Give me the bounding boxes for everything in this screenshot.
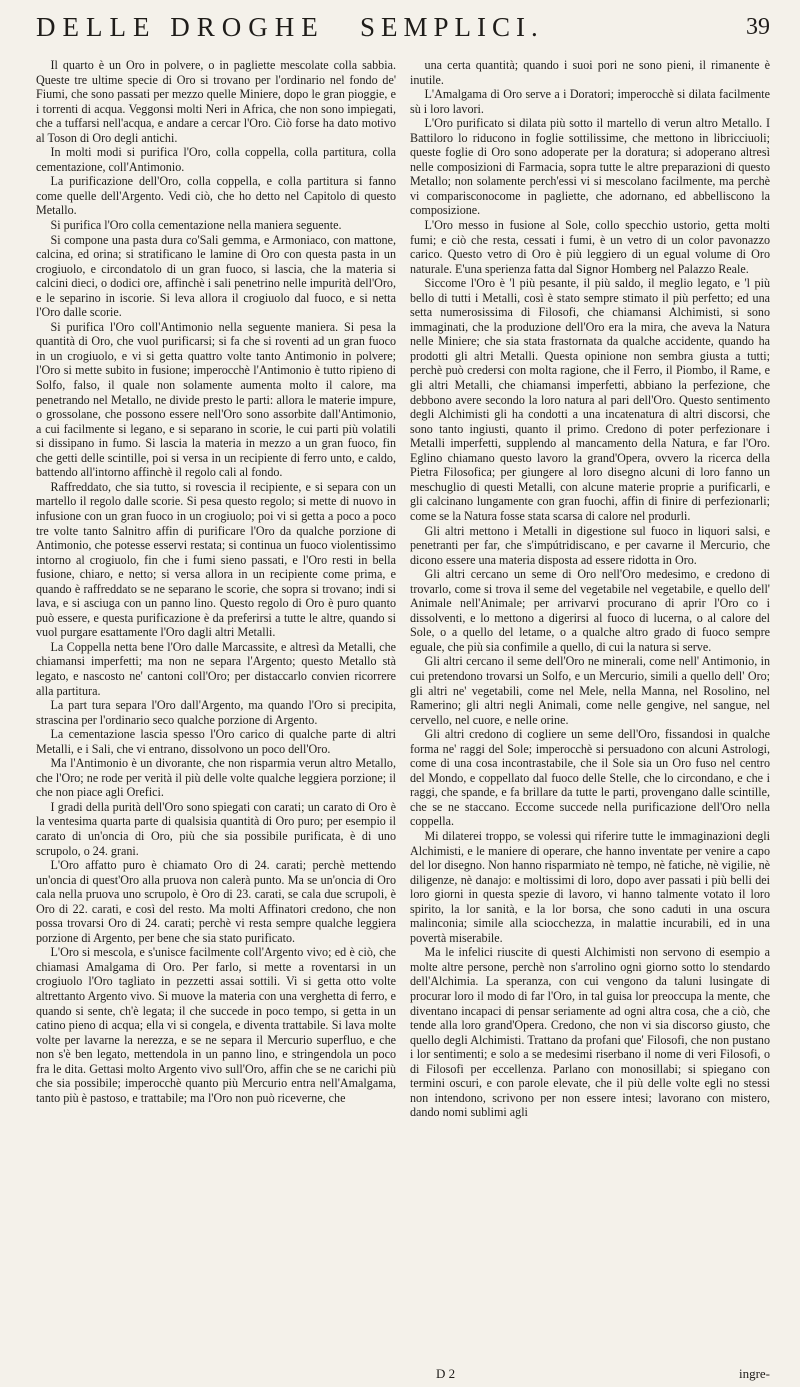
paragraph: La part tura separa l'Oro dall'Argento, ma quando l'Oro si precipita, strascina per l'ordinario seco qualche porzione di Argento. — [36, 698, 396, 727]
paragraph: Gli altri cercano un seme di Oro nell'Oro medesimo, e credono di trovarlo, come si trova il seme del vegetabile nel vegetabile, e quello dell' Animale nell'Animale; per arrivarvi procurano di aprir l'Oro co i dissolventi, e lo mettono a digerirsi al fuoco di lucerna, o al calore del Sole, o a quello del letame, o a qualche altro grado di fuoco sempre eguale, che più sia confimile a quello, di cui la natura si serve. — [410, 567, 770, 654]
paragraph: La Coppella netta bene l'Oro dalle Marcassite, e altresì da Metalli, che chiamansi imperfetti; ma non ne separa l'Argento; questo Metallo stà legato, e nascosto ne' cantoni coll'Oro; per distaccarlo convien ricorrere alla partitura. — [36, 639, 396, 698]
paragraph: Ma l'Antimonio è un divorante, che non risparmia verun altro Metallo, che l'Oro; ne rode per verità il più delle volte qualche leggiera porzione; il che non piace agli Orefici. — [36, 756, 396, 800]
paragraph: L'Amalgama di Oro serve a i Doratori; imperocchè si dilata facilmente sù i loro lavori. — [410, 87, 770, 116]
paragraph: Mi dilaterei troppo, se volessi qui riferire tutte le immaginazioni degli Alchimisti, e le maniere di operare, che hanno inventate per venire a capo del lor disegno. Non hanno risparmiato nè tempo, nè fatiche, nè vigilie, nè diligenze, nè danajo: e moltissimi di loro, dopo aver passati i più belli dei loro giorni in questa spezie di lavoro, vi hanno talmente votato il loro spirito, la lor sanità, e la lor borsa, che sono caduti in una oscura malinconia; simile alla sciocchezza, in malattie incurabili, ed in una povertà miserabile. — [410, 828, 770, 945]
paragraph: Si compone una pasta dura co'Sali gemma, e Armoniaco, con mattone, calcina, ed orina; si stratificano le lamine di Oro con questa pasta in un crogiuolo, e circondatolo di un gran fuoco, si lascia, che la materia si calcini dieci, o dodici ore, affinchè i sali penetrino nelle impurità dell'Oro, e le separino in iscorie. Si leva allora il crogiuolo dal fuoco, e si netta l'Oro dalle scorie. — [36, 232, 396, 320]
page-number: 39 — [746, 14, 770, 40]
paragraph: L'Oro messo in fusione al Sole, collo specchio ustorio, getta molti fumi; e ciò che resta, cessati i fumi, è un vetro di un color pavonazzo carico. Questo vetro di Oro è più leggiero di un egual volume di Oro naturale. E'una sperienza fatta dal Signor Homberg nel Palazzo Reale. — [410, 218, 770, 276]
left-text-column — [36, 58, 396, 1363]
page-footer — [400, 1366, 770, 1384]
paragraph: Si purifica l'Oro coll'Antimonio nella seguente maniera. Si pesa la quantità di Oro, che vuol purificarsi; si fa che si roventi ad un gran fuoco in un crogiuolo, e vi si getta quattro volte tanto Antimonio in polvere; l'Oro si mette subito in fusione; imperocchè l'Antimonio è tutto ripieno di Solfo, falso, il quale non solamente aumenta molto il calore, ma penetrando nel Metallo, ne divide presto le parti: allora le materie impure, o grossolane, che possono essere nell'Oro sono assorbite dall'Antimonio, a cui facilmente si legano, e si separano in scorie, le cui parti più volatili si dissipano in fumo. Si lascia la materia in mezzo a un gran fuoco, fin che getti delle scintille, poi si versa in un recipiente di ferro unto, e caldo, battendo all'intorno affinchè il regolo cali al fondo. — [36, 319, 396, 480]
paragraph: Ma le infelici riuscite di questi Alchimisti non servono di esempio a molte altre persone, perchè non s'arrolino ogni giorno sotto lo stendardo dell'Alchimia. La speranza, con cui vengono da taluni lusingate di procurar loro il modo di far l'Oro, in tal guisa lor preoccupa la mente, che diventano incapaci di pensar seriamente ad ogni altra cosa, che a ciò, che tende alla loro grand'Opera. Credono, che non vi sia discorso giusto, che quello degli Alchimisti. Trattano da profani que' Filosofi, che non pustano i lor sentimenti; e solo a se medesimi riserbano il nome di veri Filosofi, o di Filosofi per eccellenza. Parlano con monosillabi; si spiegano con termini oscuri, e con parole elevate, che il più delle volte egli no stessi non intendono, scrivono per non essere intesi; lavorano con mistero, dando nomi sublimi agli — [410, 945, 770, 1120]
paragraph: I gradi della purità dell'Oro sono spiegati con carati; un carato di Oro è la ventesima quarta parte di qualsisia quantità di Oro puro; per esempio il carato di un'oncia di Oro, più che sia possibile purificata, è di uno scrupolo, o 24. grani. — [36, 799, 396, 858]
paragraph: L'Oro purificato si dilata più sotto il martello di verun altro Metallo. I Battiloro lo riducono in foglie sottilissime, che mettono in libricciuoli; queste foglie di Oro sono adoperate per la doratura; si adoperano altresì nelle composizioni di Farmacia, sopra tutte le altre preparazioni di questo Metallo; non solamente perch'essi vi si mescolano facilmente, ma perchè vi comparisconocome in pagliette, che adornano, ed abbelliscono la composizione. — [410, 116, 770, 218]
paragraph: La cementazione lascia spesso l'Oro carico di qualche parte di altri Metalli, e i Sali, che vi entrano, dissolvono un poco dell'Oro. — [36, 727, 396, 756]
paragraph: Il quarto è un Oro in polvere, o in pagliette mescolate colla sabbia. Queste tre ultime specie di Oro si trovano per l'ordinario nel fondo de' Fiumi, che sono passati per mezzo quelle Miniere, dopo le gran pioggie, e i torrenti di acqua. Veggonsi molti Neri in Africa, che non sono impiegati, che a tuffarsi nell'acqua, e andare a cercar l'Oro. Ciò forse ha dato motivo al Toson di Oro degli antichi. — [36, 58, 396, 145]
paragraph: L'Oro si mescola, e s'unisce facilmente coll'Argento vivo; ed è ciò, che chiamasi Amalgama di Oro. Per farlo, si mette a roventarsi in un crogiuolo l'Oro tagliato in pezzetti assai sottili. Vi si getta otto volte altrettanto Argento vivo. Si muove la materia con una verghetta di ferro, e quando si sente, ch'è legata; il che succede in poco tempo, si getta in un catino pieno di acqua; ella vi si congela, e diventa trattabile. Si lava molte volte per lavarne la nerezza, e se ne separa il Mercurio superfluo, e che non s'è ben legato, mettendola in un panno lino, e stringendola un poco fra le dita. Gettasi molto Argento vivo sull'Oro, affin che se ne carichi più che sia possibile; imperocchè quanto più Mercurio entra nell'Amalgama, tanto più è pastoso, e trattabile; ma l'Oro non può riceverne, che — [36, 945, 396, 1105]
running-header — [36, 12, 770, 54]
paragraph: L'Oro affatto puro è chiamato Oro di 24. carati; perchè mettendo un'oncia di quest'Oro alla pruova non calerà punto. Ma se un'oncia di Oro cala nella pruova uno scrupolo, è Oro di 23. carati, se cala due scrupoli, è Oro di 22. carati, e così del resto. Ma molti Affinatori credono, che non possa trovarsi Oro di 24. carati; perchè vi resta sempre qualche leggiera porzione di Argento, per bene che sia stato purificato. — [36, 858, 396, 945]
running-title-left: DELLE DROGHE — [36, 12, 325, 42]
paragraph: Raffreddato, che sia tutto, si rovescia il recipiente, e si separa con un martello il regolo dalle scorie. Si pesa questo regolo; si mette di nuovo in infusione con un gran fuoco in un crogiuolo; poi vi si getta a poco a poco tre volte tanto Salnitro affin di purificare l'Oro da qualche porzione di Antimonio, che potesse esservi restata; si continua un fuoco violentissimo intorno al crogiuolo, fin che i fumi sieno passati, e l'Oro resti in bella fusione, chiaro, e netto; si versa allora in un recipiente come prima, e quando è raffreddato se ne separano le scorie, che sopra si trovano; indi si lava, e si asciuga con un panno lino. Questo regolo di Oro è puro quanto può essere, e questa purificazione è da preferirsi a tutte le altre, quando si vuol purgare esattamente l'Oro dagli altri Metalli. — [36, 479, 396, 640]
signature-mark: D 2 — [436, 1366, 456, 1381]
paragraph: La purificazione dell'Oro, colla coppella, e colla partitura si fanno come quelle dell'Argento. Vedi ciò, che ho detto nel Capitolo di questo Metallo. — [36, 174, 396, 218]
paragraph: Gli altri cercano il seme dell'Oro ne minerali, come nell' Antimonio, in cui pretendono trovarsi un Solfo, e un Mercurio, simili a quello dell' Oro; gli altri ne' vegetabili, come nel Mele, nella Manna, nel Rosolino, nel Ramerino; gli altri negli Animali, come nelle gengive, nel sangue, nel cervello, nel cuore, e nelle orine. — [410, 654, 770, 727]
paragraph: Gli altri mettono i Metalli in digestione sul fuoco in liquori salsi, e penetranti per far, che s'impútridiscano, e per cavarne il Mercurio, che dicono essere una materia disposta ad essere ridotta in Oro. — [410, 523, 770, 567]
paragraph: una certa quantità; quando i suoi pori ne sono pieni, il rimanente è inutile. — [410, 58, 770, 87]
paragraph: Gli altri credono di cogliere un seme dell'Oro, fissandosi in qualche forma ne' raggi del Sole; imperocchè si persuadono con alcuni Astrologi, come di una cosa incontrastabile, che il Sole sia un Oro fuso nel centro del Mondo, e coppellato dal fuoco delle Stelle, che lo circondano, e che i raggi, che spande, e fa brillare da tutte le parti, provengano dalle scintille, che se ne staccano. Eccome succede nella purificazione dell'Oro nella coppella. — [410, 727, 770, 829]
right-text-column — [410, 58, 770, 1363]
catchword: ingre- — [738, 1366, 770, 1381]
paragraph: Si purifica l'Oro colla cementazione nella maniera seguente. — [50, 218, 342, 233]
paragraph: Siccome l'Oro è 'l più pesante, il più saldo, il meglio legato, e 'l più bello di tutti i Metalli, così è stato sempre stimato il più perfetto; ed una setta numerosissima di Filosofi, che chiamansi Alchimisti, si sono immaginati, che la produzione dell'Oro era la mira, che aveva la Natura nelle Miniere; che sia stata frastornata da qualche accidente, quando ha prodotti gli altri Metalli. Questa opinione non sembra giusta a tutti; perchè può credersi con molta ragione, che il Ferro, il Piombo, il Rame, e gli altri Metalli, che chiamansi imperfetti, abbiano la perfezione, che debbono avere secondo la loro natura al pari dell'Oro. Questo sentimento degli Alchimisti gli ha condotti a una incatenatura di altri discorsi, che sono tanto ingiusti, quanto il primo. Credono di poter perfezionare i Metalli imperfetti, supplendo al mancamento della Natura, e far l'Oro. Eglino chiamano questo lavoro la grand'Opera, ovvero la ricerca della Pietra Filosofica; per giungere al loro disegno alcuni di loro fanno un meschuglio di questi Metalli, con alcune materie proprie a purificarli, e gli calcinano lungamente con gran fuochi, affin di finire di perfezionarli; come se la Natura fosse stata scarsa di calore nel produrli. — [410, 276, 770, 523]
running-title-right: SEMPLICI. — [360, 12, 544, 42]
paragraph: In molti modi si purifica l'Oro, colla coppella, colla partitura, colla cementazione, coll'Antimonio. — [36, 145, 396, 174]
